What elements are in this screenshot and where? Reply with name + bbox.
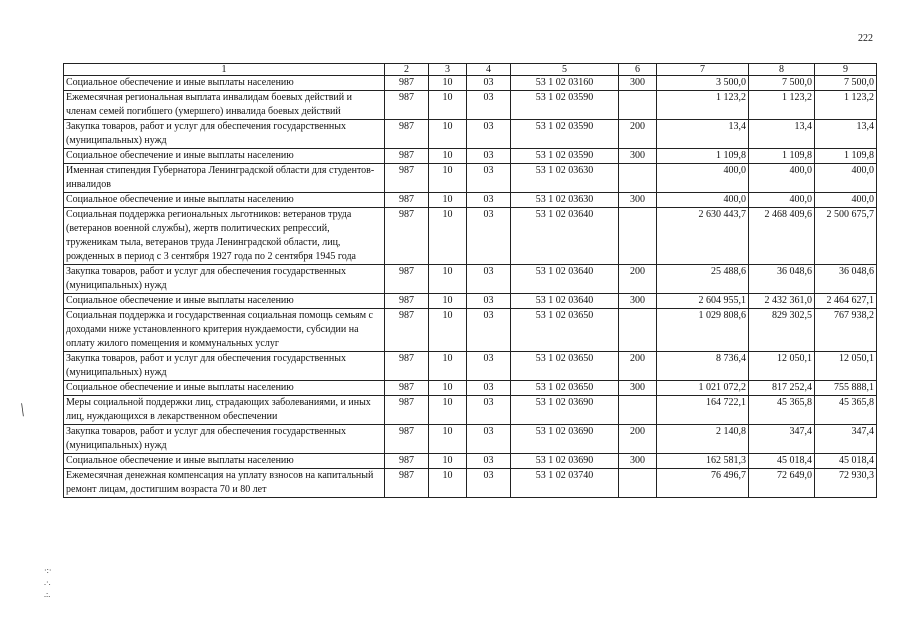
cell-code-4: 03 (467, 193, 511, 208)
cell-code-5: 53 1 02 03640 (511, 208, 619, 265)
page-number: 222 (858, 33, 873, 44)
cell-name: Социальное обеспечение и иные выплаты населению (64, 294, 385, 309)
cell-amount-9: 347,4 (815, 425, 877, 454)
cell-amount-9: 7 500,0 (815, 76, 877, 91)
cell-code-3: 10 (429, 149, 467, 164)
cell-amount-9: 45 365,8 (815, 396, 877, 425)
cell-code-6: 200 (619, 352, 657, 381)
cell-code-5: 53 1 02 03640 (511, 294, 619, 309)
cell-amount-8: 7 500,0 (749, 76, 815, 91)
cell-amount-7: 400,0 (657, 193, 749, 208)
cell-code-6 (619, 91, 657, 120)
table-row (64, 164, 877, 193)
margin-mark: ·:· (44, 566, 52, 575)
cell-code-4: 03 (467, 265, 511, 294)
cell-code-5: 53 1 02 03690 (511, 396, 619, 425)
cell-amount-7: 1 109,8 (657, 149, 749, 164)
cell-code-5: 53 1 02 03630 (511, 193, 619, 208)
cell-amount-7: 1 123,2 (657, 91, 749, 120)
cell-amount-8: 1 123,2 (749, 91, 815, 120)
cell-code-5: 53 1 02 03630 (511, 164, 619, 193)
cell-code-3: 10 (429, 469, 467, 498)
cell-amount-9: 12 050,1 (815, 352, 877, 381)
cell-code-3: 10 (429, 454, 467, 469)
cell-amount-7: 162 581,3 (657, 454, 749, 469)
cell-code-3: 10 (429, 76, 467, 91)
cell-code-5: 53 1 02 03650 (511, 352, 619, 381)
cell-code-3: 10 (429, 91, 467, 120)
cell-code-3: 10 (429, 208, 467, 265)
cell-amount-9: 36 048,6 (815, 265, 877, 294)
cell-amount-7: 2 604 955,1 (657, 294, 749, 309)
cell-amount-8: 1 109,8 (749, 149, 815, 164)
column-header: 1 (64, 64, 385, 76)
cell-code-6: 300 (619, 381, 657, 396)
cell-code-6: 200 (619, 425, 657, 454)
column-header: 5 (511, 64, 619, 76)
cell-code-6: 200 (619, 120, 657, 149)
cell-code-4: 03 (467, 454, 511, 469)
cell-code-4: 03 (467, 294, 511, 309)
cell-amount-8: 2 468 409,6 (749, 208, 815, 265)
cell-name: Социальное обеспечение и иные выплаты населению (64, 454, 385, 469)
cell-code-2: 987 (385, 469, 429, 498)
cell-code-3: 10 (429, 164, 467, 193)
margin-mark: ╱ (17, 404, 29, 417)
cell-code-6 (619, 164, 657, 193)
cell-name: Ежемесячная региональная выплата инвалидам боевых действий и членам семей погибшего (умершего) инвалида боевых действий (64, 91, 385, 120)
column-header: 3 (429, 64, 467, 76)
cell-code-4: 03 (467, 164, 511, 193)
cell-code-5: 53 1 02 03740 (511, 469, 619, 498)
cell-code-2: 987 (385, 164, 429, 193)
column-header: 6 (619, 64, 657, 76)
cell-name: Закупка товаров, работ и услуг для обеспечения государственных (муниципальных) нужд (64, 425, 385, 454)
cell-amount-8: 2 432 361,0 (749, 294, 815, 309)
cell-code-4: 03 (467, 76, 511, 91)
cell-amount-8: 829 302,5 (749, 309, 815, 352)
cell-name: Социальная поддержка и государственная социальная помощь семьям с доходами ниже установленного критерия нуждаемости, субсидии на оплату жилого помещения и коммунальных услуг (64, 309, 385, 352)
table-row (64, 265, 877, 294)
cell-amount-9: 767 938,2 (815, 309, 877, 352)
cell-amount-8: 12 050,1 (749, 352, 815, 381)
margin-mark: .·. (44, 578, 51, 587)
cell-code-2: 987 (385, 425, 429, 454)
cell-name: Социальное обеспечение и иные выплаты населению (64, 381, 385, 396)
cell-code-2: 987 (385, 265, 429, 294)
column-header: 4 (467, 64, 511, 76)
table-row (64, 352, 877, 381)
cell-code-2: 987 (385, 149, 429, 164)
cell-code-6: 300 (619, 149, 657, 164)
cell-code-5: 53 1 02 03650 (511, 381, 619, 396)
cell-code-2: 987 (385, 381, 429, 396)
cell-amount-7: 1 029 808,6 (657, 309, 749, 352)
cell-code-6 (619, 208, 657, 265)
table-row (64, 396, 877, 425)
cell-code-3: 10 (429, 120, 467, 149)
column-header: 2 (385, 64, 429, 76)
cell-code-5: 53 1 02 03590 (511, 120, 619, 149)
cell-code-6: 300 (619, 76, 657, 91)
cell-amount-9: 2 464 627,1 (815, 294, 877, 309)
cell-name: Социальное обеспечение и иные выплаты населению (64, 149, 385, 164)
cell-name: Закупка товаров, работ и услуг для обеспечения государственных (муниципальных) нужд (64, 120, 385, 149)
cell-code-3: 10 (429, 265, 467, 294)
cell-code-4: 03 (467, 91, 511, 120)
table-row (64, 91, 877, 120)
column-header: 8 (749, 64, 815, 76)
cell-code-2: 987 (385, 396, 429, 425)
cell-name: Закупка товаров, работ и услуг для обеспечения государственных (муниципальных) нужд (64, 265, 385, 294)
cell-code-5: 53 1 02 03690 (511, 425, 619, 454)
table-row (64, 469, 877, 498)
cell-code-6 (619, 396, 657, 425)
cell-amount-7: 2 140,8 (657, 425, 749, 454)
cell-code-5: 53 1 02 03590 (511, 91, 619, 120)
cell-code-4: 03 (467, 425, 511, 454)
cell-code-3: 10 (429, 193, 467, 208)
cell-code-6: 300 (619, 294, 657, 309)
cell-amount-9: 1 109,8 (815, 149, 877, 164)
cell-amount-8: 36 048,6 (749, 265, 815, 294)
cell-code-3: 10 (429, 294, 467, 309)
table-row (64, 120, 877, 149)
cell-amount-8: 45 365,8 (749, 396, 815, 425)
cell-code-5: 53 1 02 03640 (511, 265, 619, 294)
cell-amount-7: 164 722,1 (657, 396, 749, 425)
cell-name: Социальная поддержка региональных льготников: ветеранов труда (ветеранов военной службы), жертв политических репрессий, труженикам тыла, ветеранов труда Ленинградской области, лиц, рожденных в период с 3 сентября 1927 года по 2 сентября 1945 года (64, 208, 385, 265)
cell-code-4: 03 (467, 352, 511, 381)
cell-amount-8: 13,4 (749, 120, 815, 149)
cell-code-6 (619, 469, 657, 498)
column-header: 7 (657, 64, 749, 76)
cell-code-4: 03 (467, 381, 511, 396)
cell-amount-8: 45 018,4 (749, 454, 815, 469)
cell-code-4: 03 (467, 208, 511, 265)
cell-amount-8: 400,0 (749, 193, 815, 208)
cell-amount-7: 1 021 072,2 (657, 381, 749, 396)
cell-amount-9: 400,0 (815, 164, 877, 193)
cell-code-2: 987 (385, 193, 429, 208)
cell-code-2: 987 (385, 309, 429, 352)
cell-code-2: 987 (385, 294, 429, 309)
cell-amount-8: 400,0 (749, 164, 815, 193)
table-row (64, 454, 877, 469)
cell-code-3: 10 (429, 396, 467, 425)
cell-amount-7: 25 488,6 (657, 265, 749, 294)
cell-name: Ежемесячная денежная компенсация на уплату взносов на капитальный ремонт лицам, достигшим возраста 70 и 80 лет (64, 469, 385, 498)
cell-amount-9: 72 930,3 (815, 469, 877, 498)
cell-code-2: 987 (385, 454, 429, 469)
cell-code-4: 03 (467, 120, 511, 149)
cell-code-3: 10 (429, 381, 467, 396)
cell-code-4: 03 (467, 149, 511, 164)
cell-code-4: 03 (467, 469, 511, 498)
table-row (64, 294, 877, 309)
cell-code-6: 300 (619, 193, 657, 208)
header-row (64, 64, 877, 76)
cell-amount-7: 3 500,0 (657, 76, 749, 91)
cell-amount-7: 400,0 (657, 164, 749, 193)
cell-code-3: 10 (429, 352, 467, 381)
cell-code-6 (619, 309, 657, 352)
table-row (64, 425, 877, 454)
cell-amount-9: 2 500 675,7 (815, 208, 877, 265)
cell-code-2: 987 (385, 91, 429, 120)
cell-amount-9: 1 123,2 (815, 91, 877, 120)
cell-amount-7: 76 496,7 (657, 469, 749, 498)
cell-code-3: 10 (429, 425, 467, 454)
cell-code-6: 200 (619, 265, 657, 294)
cell-code-2: 987 (385, 120, 429, 149)
table-row (64, 149, 877, 164)
cell-amount-7: 13,4 (657, 120, 749, 149)
cell-code-6: 300 (619, 454, 657, 469)
cell-amount-7: 2 630 443,7 (657, 208, 749, 265)
cell-amount-9: 755 888,1 (815, 381, 877, 396)
cell-code-2: 987 (385, 208, 429, 265)
cell-code-5: 53 1 02 03690 (511, 454, 619, 469)
cell-code-3: 10 (429, 309, 467, 352)
cell-name: Именная стипендия Губернатора Ленинградской области для студентов-инвалидов (64, 164, 385, 193)
table-row (64, 208, 877, 265)
cell-amount-9: 400,0 (815, 193, 877, 208)
table-row (64, 193, 877, 208)
table-row (64, 381, 877, 396)
cell-name: Социальное обеспечение и иные выплаты населению (64, 76, 385, 91)
cell-code-2: 987 (385, 352, 429, 381)
cell-amount-8: 817 252,4 (749, 381, 815, 396)
cell-code-5: 53 1 02 03590 (511, 149, 619, 164)
cell-amount-7: 8 736,4 (657, 352, 749, 381)
cell-name: Социальное обеспечение и иные выплаты населению (64, 193, 385, 208)
cell-name: Меры социальной поддержки лиц, страдающих заболеваниями, и иных лиц, нуждающихся в лекарственном обеспечении (64, 396, 385, 425)
cell-amount-8: 347,4 (749, 425, 815, 454)
cell-code-5: 53 1 02 03160 (511, 76, 619, 91)
budget-table (63, 63, 877, 498)
cell-code-2: 987 (385, 76, 429, 91)
margin-mark: .:. (44, 590, 51, 599)
column-header: 9 (815, 64, 877, 76)
cell-amount-9: 13,4 (815, 120, 877, 149)
cell-code-4: 03 (467, 396, 511, 425)
cell-amount-8: 72 649,0 (749, 469, 815, 498)
cell-code-5: 53 1 02 03650 (511, 309, 619, 352)
cell-amount-9: 45 018,4 (815, 454, 877, 469)
table-row (64, 309, 877, 352)
cell-name: Закупка товаров, работ и услуг для обеспечения государственных (муниципальных) нужд (64, 352, 385, 381)
table-row (64, 76, 877, 91)
cell-code-4: 03 (467, 309, 511, 352)
